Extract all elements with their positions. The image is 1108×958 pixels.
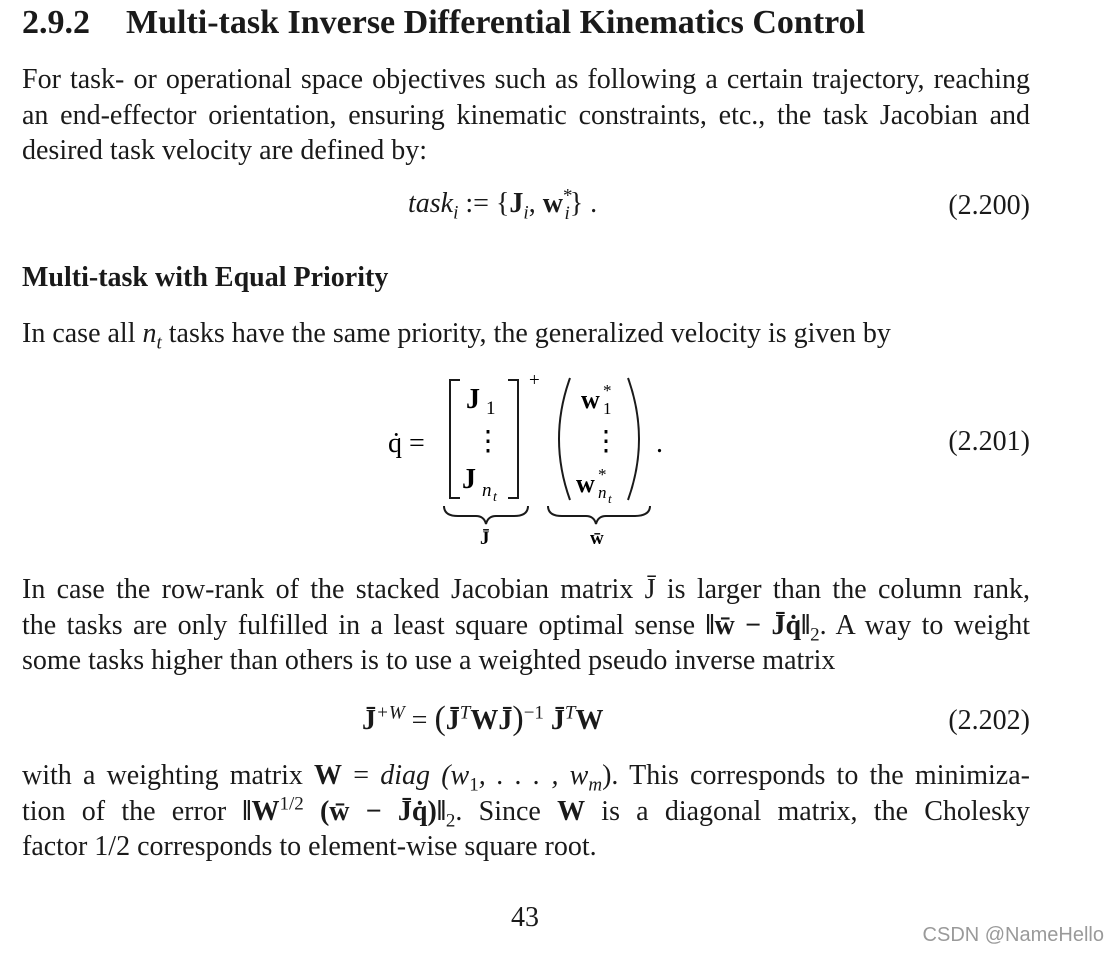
weighting-line-3: factor 1/2 corresponds to element-wise square root. xyxy=(22,831,597,862)
section-title: Multi-task Inverse Differential Kinematics Control xyxy=(126,4,866,41)
rank-paragraph xyxy=(22,572,1030,679)
equal-priority-paragraph: In case all $n_t$ tasks have the same priority, the generalized velocity is given by xyxy=(22,318,891,354)
underbrace-w xyxy=(548,506,650,524)
matrix-Jnt: J xyxy=(462,464,476,495)
matrix-Jnt-subsub: t xyxy=(493,490,497,505)
rank-line-2: the tasks are only fulfilled in a least square optimal sense ‖w̄ − $J̄q̇‖_2$. A way to weight xyxy=(22,609,1031,646)
intro-line-3: desired task velocity are defined by: xyxy=(22,135,428,166)
right-paren-open xyxy=(559,378,570,500)
subsection-heading: Multi-task with Equal Priority xyxy=(22,262,389,293)
underbrace-label-w: w̄ xyxy=(590,528,604,549)
vector-w1: w xyxy=(581,385,600,414)
underbrace-label-J: J̄ xyxy=(480,528,490,549)
matrix-Jnt-sub: n xyxy=(482,480,492,501)
weighting-line-2: tion of the error $‖W^{1/2}$ (w̄ − $J̄q̇)‖_2$. Since W is a diagonal matrix, the Cholesky xyxy=(22,793,1030,832)
page-number: 43 xyxy=(511,902,539,933)
vector-wnt-sup: * xyxy=(598,465,607,484)
intro-line-2: an end-effector orientation, ensuring kinematic constraints, etc., the task Jacobian and xyxy=(22,99,1030,131)
equation-2-200: task$_i$ := {$J_i$, $w^*_i$} . xyxy=(408,185,598,224)
underbrace-J xyxy=(444,506,528,524)
equation-2-202: J̄$^{+W}$ = (J̄$^T$WJ̄)$^{-1}$ J̄$^T$W xyxy=(362,700,604,737)
rank-line-3: some tasks higher than others is to use a weighted pseudo inverse matrix xyxy=(22,645,836,676)
vector-w1-sup: * xyxy=(603,381,612,400)
vector-wnt-subsub: t xyxy=(608,491,612,506)
pseudo-inverse-plus: + xyxy=(529,370,540,391)
vector-wnt: w xyxy=(576,469,595,498)
left-bracket-close xyxy=(508,380,518,498)
rank-line-1: In case the row-rank of the stacked Jacobian matrix J̄ is larger than the column rank, xyxy=(22,574,1030,605)
section-number: 2.9.2 xyxy=(22,4,90,41)
matrix-J1: J xyxy=(466,384,480,415)
equation-2-201-period: . xyxy=(656,428,663,459)
section-heading xyxy=(22,4,865,42)
vector-w-vdots: ⋮ xyxy=(592,426,620,457)
vector-wnt-sub: n xyxy=(598,483,607,502)
vector-w1-sub: 1 xyxy=(603,399,612,418)
right-paren-close xyxy=(628,378,639,500)
weighting-line-1: with a weighting matrix W = diag ($w_1$, . . . , $w_m$). This corresponds to the minimiza- xyxy=(22,760,1030,796)
equation-2-201 xyxy=(380,366,680,556)
matrix-J1-sub: 1 xyxy=(486,398,496,419)
equation-number-2-200: (2.200) xyxy=(948,190,1030,221)
qdot-lhs: q̇ = xyxy=(388,428,425,459)
watermark: CSDN @NameHello xyxy=(922,924,1104,946)
intro-paragraph xyxy=(22,62,1030,169)
matrix-J-vdots: ⋮ xyxy=(474,426,502,457)
equation-number-2-202: (2.202) xyxy=(948,705,1030,736)
equation-number-2-201: (2.201) xyxy=(948,426,1030,457)
intro-line-1: For task- or operational space objectives such as following a certain trajectory, reaching xyxy=(22,64,1030,95)
weighting-paragraph xyxy=(22,758,1030,865)
left-bracket-open xyxy=(450,380,460,498)
